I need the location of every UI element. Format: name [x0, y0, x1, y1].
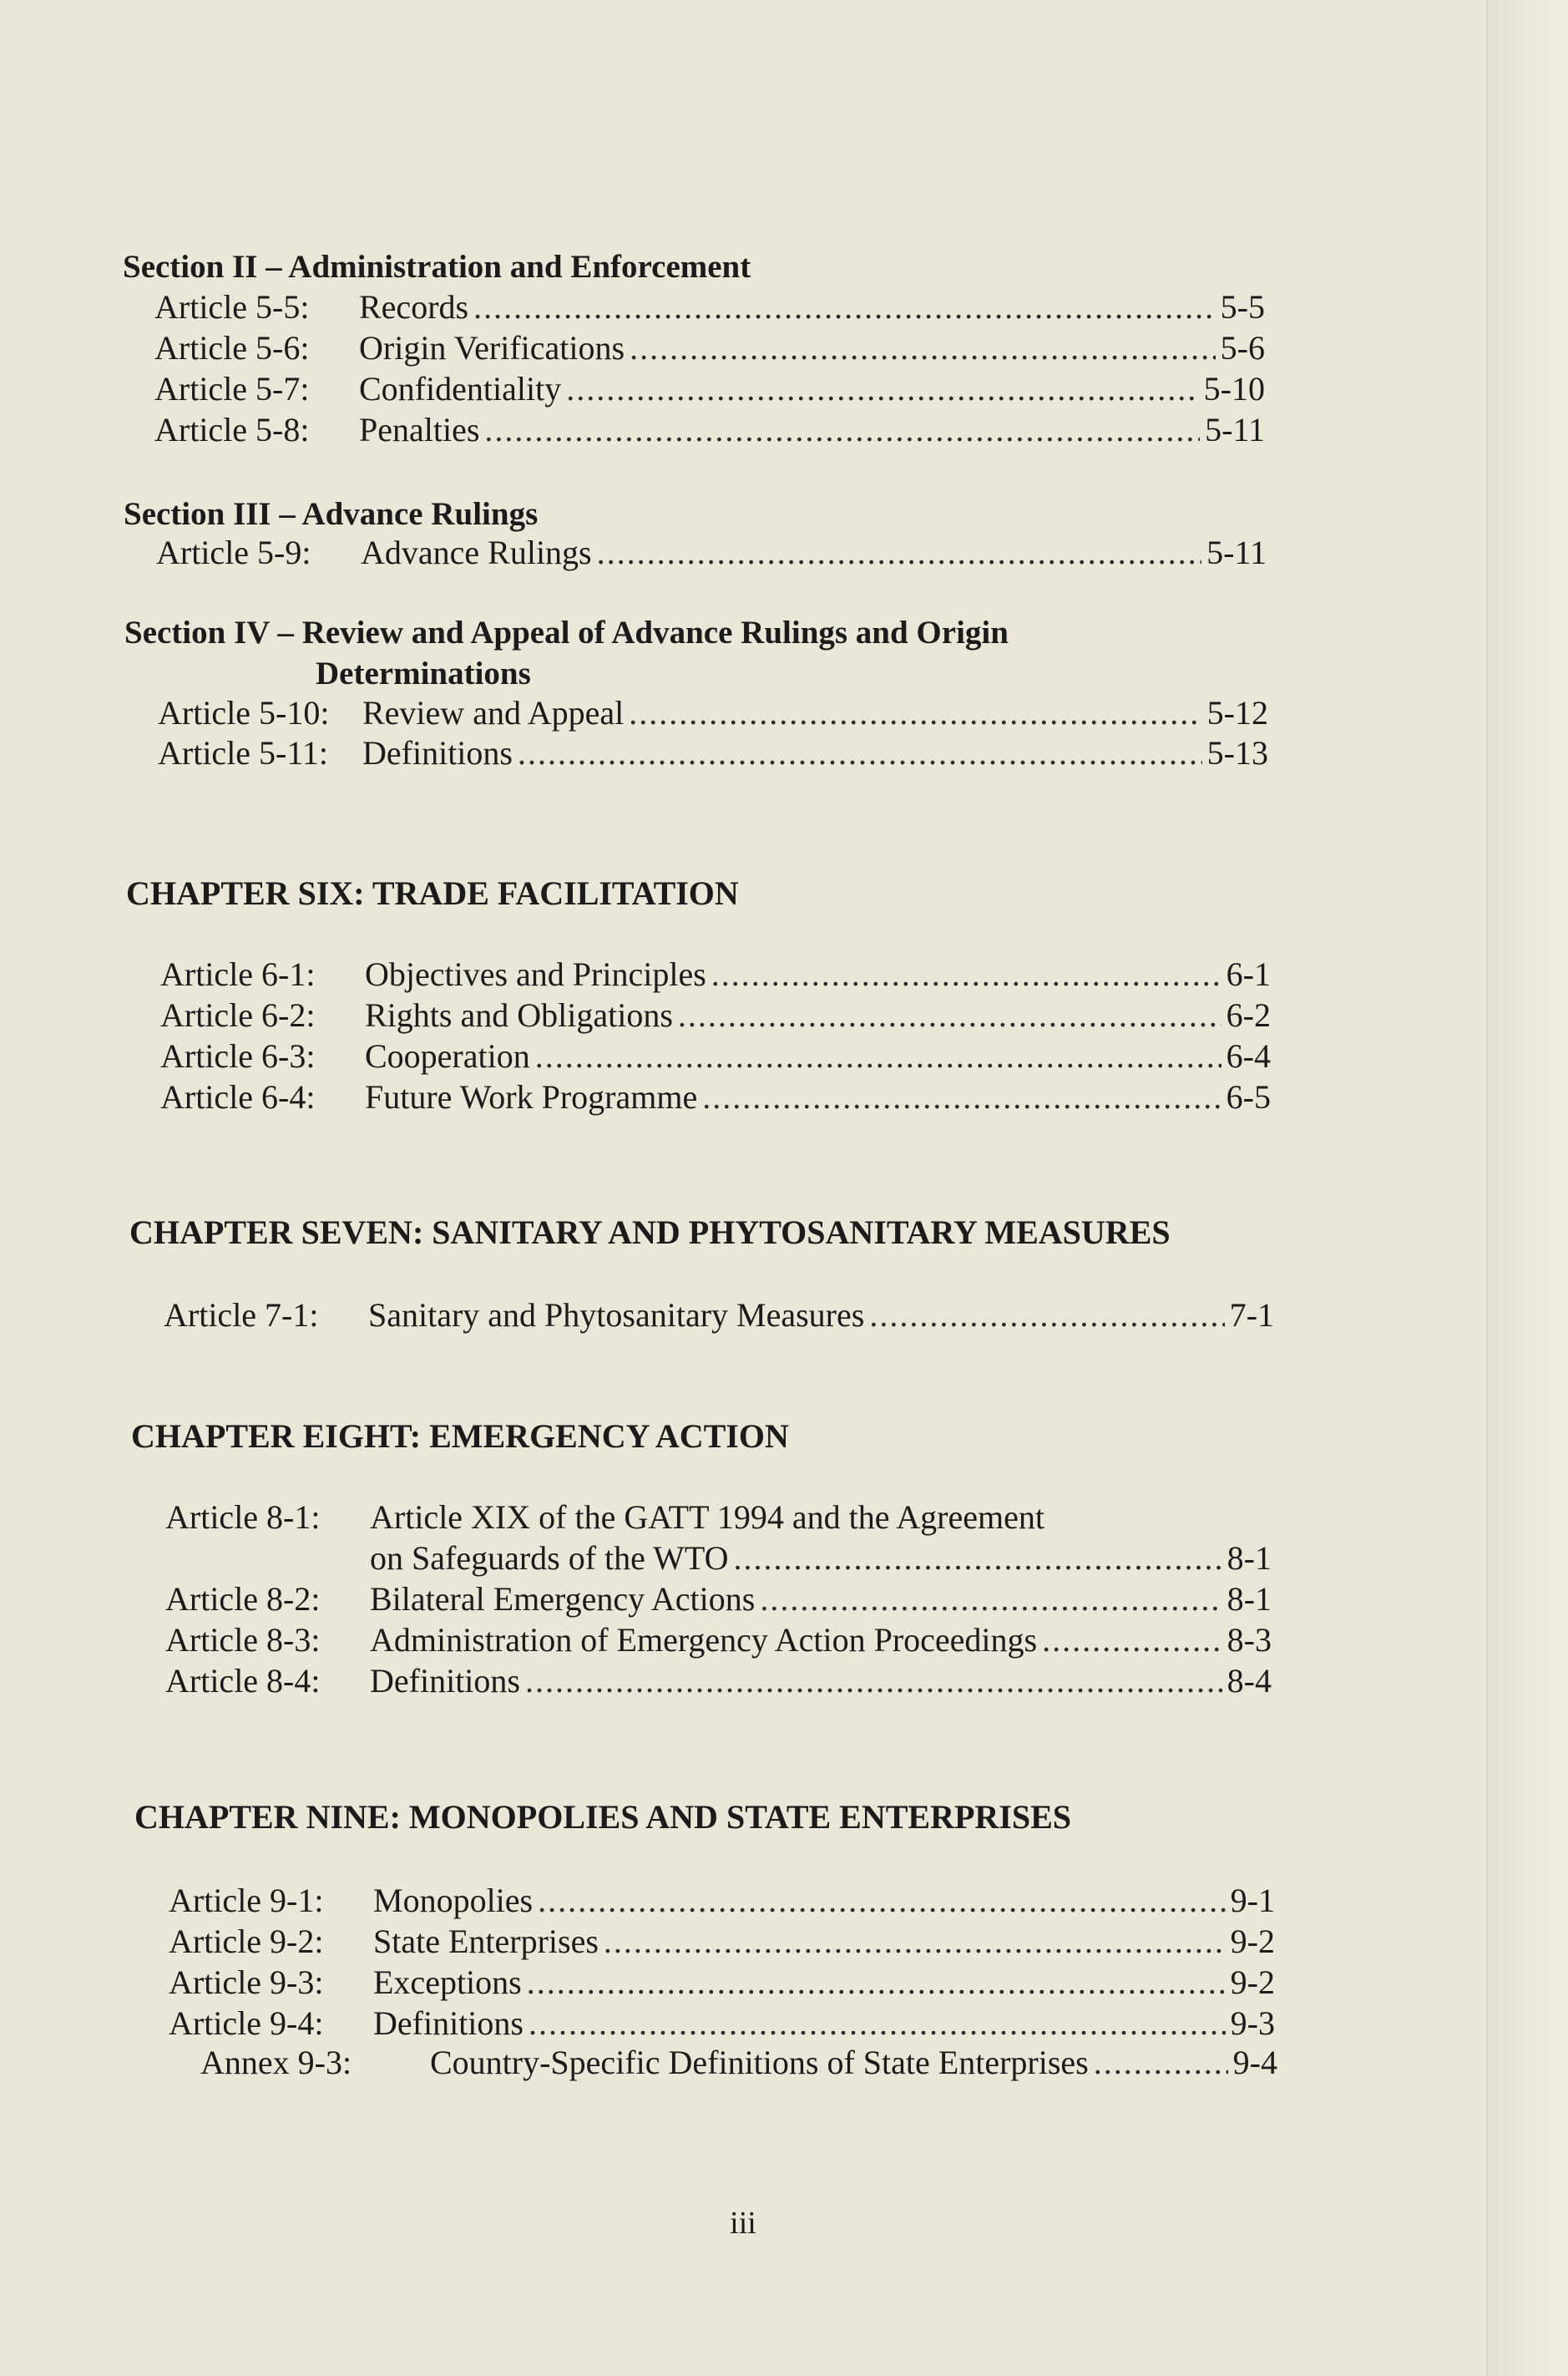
entry-article: Article 5-5: — [154, 288, 310, 326]
entry-article: Article 9-2: — [169, 1923, 324, 1960]
entry-title: Origin Verifications — [359, 329, 625, 367]
toc-entry[interactable] — [154, 372, 1265, 406]
dot-leader — [869, 1299, 1224, 1332]
dot-leader — [538, 1884, 1226, 1918]
entry-page: 6-2 — [1226, 996, 1271, 1034]
entry-article: Article 5-6: — [154, 329, 310, 367]
toc-entry[interactable] — [169, 2004, 1275, 2042]
entry-title: State Enterprises — [373, 1923, 599, 1960]
entry-article: Annex 9-3: — [200, 2044, 352, 2081]
section-heading: Section III – Advance Rulings — [124, 496, 539, 532]
toc-entry[interactable] — [169, 1925, 1275, 1958]
chapter-heading: CHAPTER NINE: MONOPOLIES AND STATE ENTERPRISES — [134, 1798, 1072, 1836]
section-heading: Section II – Administration and Enforcement — [123, 249, 751, 285]
entry-article: Article 9-1: — [169, 1882, 324, 1919]
toc-entry[interactable] — [165, 1664, 1272, 1698]
entry-page: 6-4 — [1226, 1037, 1271, 1075]
page-number: iii — [730, 2206, 756, 2241]
dot-leader — [760, 1583, 1222, 1616]
entry-page: 8-1 — [1227, 1580, 1272, 1618]
toc-entry[interactable] — [154, 288, 1265, 326]
entry-page: 6-5 — [1226, 1078, 1271, 1116]
entry-title: Exceptions — [373, 1963, 522, 2001]
dot-leader — [1094, 2046, 1228, 2080]
dot-leader — [535, 1040, 1222, 1073]
entry-article: Article 5-8: — [154, 411, 310, 448]
entry-title: Monopolies — [373, 1882, 534, 1919]
entry-title: Confidentiality — [359, 370, 562, 408]
chapter-heading: CHAPTER SEVEN: SANITARY AND PHYTOSANITARY MEASURES — [129, 1213, 1171, 1251]
dot-leader — [678, 999, 1222, 1032]
entry-article: Article 6-3: — [160, 1037, 316, 1075]
entry-article: Article 5-7: — [154, 370, 310, 408]
entry-title: Definitions — [362, 734, 513, 772]
toc-entry[interactable] — [165, 1580, 1272, 1618]
entry-page: 9-2 — [1230, 1923, 1275, 1960]
entry-page: 7-1 — [1229, 1296, 1274, 1334]
chapter-heading: CHAPTER SIX: TRADE FACILITATION — [126, 874, 739, 912]
toc-entry[interactable] — [165, 1621, 1272, 1659]
dot-leader — [630, 332, 1216, 365]
entry-page: 6-1 — [1226, 955, 1271, 993]
dot-leader — [629, 697, 1201, 730]
toc-entry[interactable] — [370, 1539, 1272, 1577]
entry-title: Review and Appeal — [362, 694, 625, 732]
entry-page: 5-13 — [1206, 734, 1268, 772]
section-heading-continued: Determinations — [316, 656, 531, 692]
entry-article: Article 6-1: — [160, 955, 316, 993]
entry-title: Definitions — [373, 2004, 524, 2042]
toc-entry[interactable] — [158, 694, 1268, 732]
entry-article: Article 5-10: — [158, 694, 330, 732]
dot-leader — [529, 2007, 1226, 2040]
toc-entry[interactable] — [164, 1296, 1274, 1334]
entry-article: Article 7-1: — [164, 1296, 319, 1334]
toc-entry[interactable] — [200, 2046, 1277, 2080]
toc-entry[interactable] — [154, 413, 1265, 447]
entry-article: Article 9-3: — [169, 1963, 324, 2001]
entry-article: Article 6-4: — [160, 1078, 316, 1116]
dot-leader — [484, 413, 1200, 447]
dot-leader — [527, 1966, 1226, 1999]
entry-title: Rights and Obligations — [365, 996, 673, 1034]
entry-page: 5-10 — [1203, 370, 1265, 408]
toc-entry[interactable] — [158, 734, 1268, 772]
entry-article: Article 8-2: — [165, 1580, 321, 1618]
entry-page: 9-1 — [1230, 1882, 1275, 1919]
toc-entry[interactable] — [160, 1037, 1271, 1075]
entry-page: 5-6 — [1220, 329, 1265, 367]
entry-page: 8-1 — [1227, 1539, 1272, 1577]
dot-leader — [566, 372, 1198, 406]
page-edge — [1486, 0, 1568, 2376]
chapter-heading: CHAPTER EIGHT: EMERGENCY ACTION — [131, 1417, 789, 1455]
dot-leader — [1042, 1624, 1222, 1657]
entry-article: Article 9-4: — [169, 2004, 324, 2042]
dot-leader — [702, 1081, 1221, 1114]
dot-leader — [473, 291, 1216, 324]
entry-title: Sanitary and Phytosanitary Measures — [368, 1296, 865, 1334]
entry-page: 8-4 — [1227, 1662, 1272, 1700]
entry-title: Administration of Emergency Action Proceedings — [370, 1621, 1038, 1659]
entry-title: Future Work Programme — [365, 1078, 698, 1116]
entry-title: Bilateral Emergency Actions — [370, 1580, 756, 1618]
entry-page: 5-12 — [1206, 694, 1268, 732]
entry-article: Article 5-9: — [156, 534, 311, 571]
entry-title: Records — [359, 288, 469, 326]
dot-leader — [604, 1925, 1226, 1958]
entry-page: 9-2 — [1230, 1963, 1275, 2001]
dot-leader — [597, 536, 1202, 570]
entry-title: Country-Specific Definitions of State Enterprises — [430, 2044, 1089, 2081]
section-heading: Section IV – Review and Appeal of Advance Rulings and Origin — [124, 615, 1009, 651]
dot-leader — [518, 737, 1202, 770]
dot-leader — [734, 1542, 1222, 1575]
entry-title: Cooperation — [365, 1037, 530, 1075]
entry-title: Objectives and Principles — [365, 955, 706, 993]
entry-title: Definitions — [370, 1662, 520, 1700]
entry-page: 5-11 — [1205, 411, 1265, 448]
toc-entry[interactable] — [154, 329, 1265, 367]
dot-leader — [525, 1664, 1222, 1698]
entry-title-line1: Article XIX of the GATT 1994 and the Agreement — [370, 1498, 1044, 1536]
toc-entry[interactable] — [169, 1884, 1275, 1918]
dot-leader — [711, 958, 1222, 991]
entry-title: on Safeguards of the WTO — [370, 1539, 729, 1577]
entry-page: 8-3 — [1227, 1621, 1272, 1659]
entry-title: Penalties — [359, 411, 480, 448]
toc-entry[interactable] — [160, 996, 1271, 1034]
toc-entry[interactable] — [160, 1078, 1271, 1116]
entry-article: Article 5-11: — [158, 734, 329, 772]
toc-entry[interactable] — [169, 1963, 1275, 2001]
entry-article: Article 8-3: — [165, 1621, 321, 1659]
entry-article: Article 8-1: — [165, 1498, 321, 1536]
toc-entry[interactable] — [160, 955, 1271, 993]
entry-page: 9-3 — [1230, 2004, 1275, 2042]
entry-page: 5-5 — [1220, 288, 1265, 326]
entry-page: 5-11 — [1206, 534, 1267, 571]
entry-article: Article 8-4: — [165, 1662, 321, 1700]
entry-article: Article 6-2: — [160, 996, 316, 1034]
entry-page: 9-4 — [1232, 2044, 1277, 2081]
toc-entry[interactable] — [156, 536, 1267, 570]
entry-title: Advance Rulings — [361, 534, 592, 571]
